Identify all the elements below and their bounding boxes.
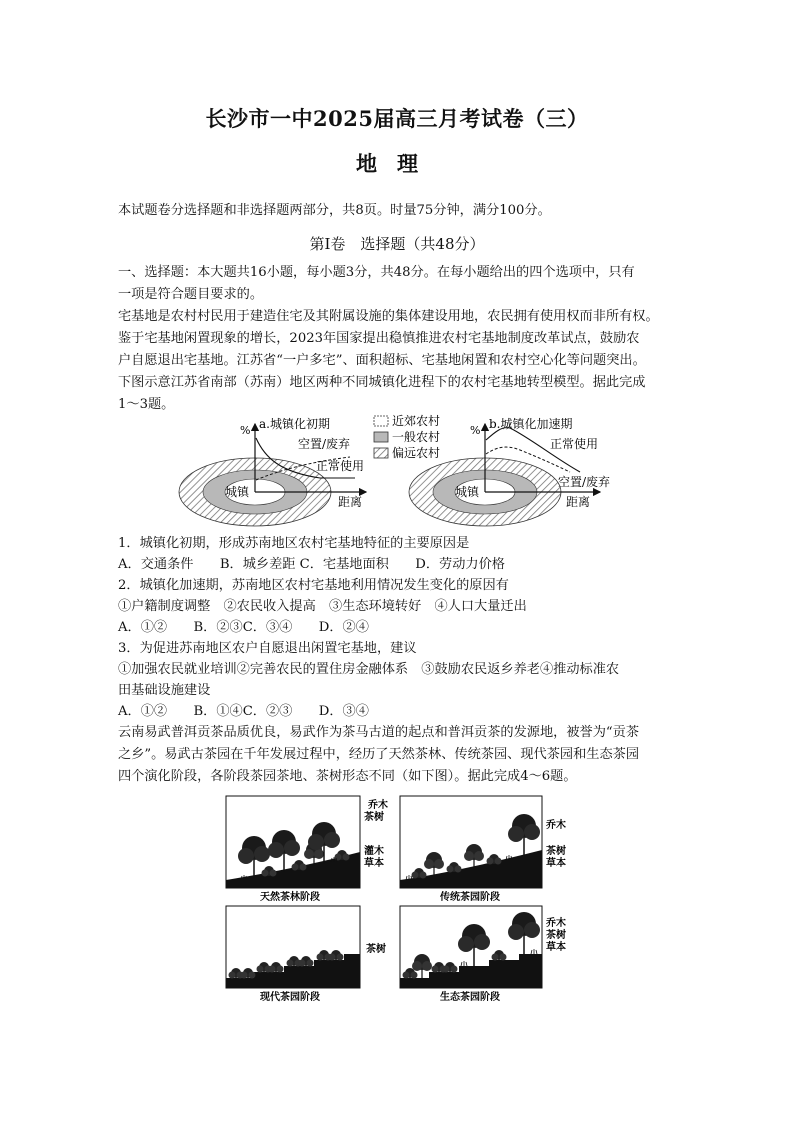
panel-natural-label: 乔木 (368, 800, 388, 811)
passage1-line: 户自愿退出宅基地。江苏省“一户多宅”、面积超标、宅基地闲置和农村空心化等问题突出。 (118, 353, 646, 368)
panel-traditional-label: 草本 (546, 858, 566, 869)
passage2-line: 四个演化阶段，各阶段茶园茶地、茶树形态不同（如下图）。据此完成4～6题。 (118, 769, 577, 784)
exam-title: 长沙市一中2025届高三月考试卷（三） (205, 106, 589, 131)
panel-natural-label: 灌木 (364, 846, 384, 857)
exam-intro: 本试题卷分选择题和非选择题两部分，共8页。时量75分钟，满分100分。 (118, 203, 551, 218)
panel-modern-label: 茶树 (366, 944, 386, 955)
panel-a-center-label: 城镇 (225, 485, 250, 499)
panel-a-x-label: 距离 (338, 495, 363, 509)
instruction-line: 一、选择题：本大题共16小题，每小题3分，共48分。在每小题给出的四个选项中，只有 (118, 265, 635, 280)
instruction-line: 一项是符合题目要求的。 (118, 287, 264, 302)
panel-a-title: a.城镇化初期 (259, 417, 330, 431)
legend (374, 413, 440, 460)
q3-items: ①加强农民就业培训②完善农民的置住房金融体系 ③鼓励农民返乡养老④推动标准农 (118, 662, 620, 677)
figure-tea-garden-stages (224, 792, 584, 1004)
passage1-line: 宅基地是农村村民用于建造住宅及其附属设施的集体建设用地，农民拥有使用权而非所有权。 (118, 309, 659, 324)
legend-swatch-remote (374, 448, 388, 458)
panel-traditional-label: 茶树 (546, 846, 566, 857)
panel-b-vacant-label: 空置/废弃 (558, 475, 611, 489)
q1-options: A．交通条件 B．城乡差距 C．宅基地面积 D．劳动力价格 (118, 557, 505, 572)
panel-b-center-label: 城镇 (455, 485, 480, 499)
panel-natural-label: 草本 (364, 858, 384, 869)
legend-label-remote: 偏远农村 (392, 446, 441, 460)
subject-title: 地理 (356, 151, 438, 176)
passage2-line: 之乡”。易武古茶园在千年发展过程中，经历了天然茶林、传统茶园、现代茶园和生态茶园 (118, 747, 640, 762)
q2-items: ①户籍制度调整 ②农民收入提高 ③生态环境转好 ④人口大量迁出 (118, 599, 527, 614)
panel-ecological-label: 乔木 (546, 918, 566, 929)
panel-modern-caption: 现代茶园阶段 (260, 992, 320, 1003)
q1-stem: 1．城镇化初期，形成苏南地区农村宅基地特征的主要原因是 (118, 536, 470, 551)
passage1-line: 鉴于宅基地闲置现象的增长，2023年国家提出稳慎推进农村宅基地制度改革试点，鼓励农 (118, 331, 640, 346)
legend-swatch-general (374, 432, 388, 442)
q2-options: A．①② B．②③C．③④ D．②④ (118, 620, 369, 635)
panel-a-normal-label: 正常使用 (316, 459, 365, 473)
panel-a-y-label: % (240, 424, 251, 437)
passage1-line: 1～3题。 (118, 397, 175, 412)
section-title: 第Ⅰ卷 选择题（共48分） (309, 235, 485, 253)
q2-stem: 2．城镇化加速期，苏南地区农村宅基地利用情况发生变化的原因有 (118, 578, 509, 593)
panel-ecological-label: 草本 (546, 942, 566, 953)
q3-stem: 3．为促进苏南地区农户自愿退出闲置宅基地，建议 (118, 641, 417, 656)
legend-label-suburban: 近郊农村 (392, 414, 441, 428)
panel-ecological-caption: 生态茶园阶段 (440, 992, 500, 1003)
panel-natural-caption: 天然茶林阶段 (260, 892, 320, 903)
passage2-line: 云南易武普洱贡茶品质优良，易武作为茶马古道的起点和普洱贡茶的发源地，被誉为“贡茶 (118, 725, 640, 740)
panel-ecological-label: 茶树 (546, 930, 566, 941)
panel-b-x-label: 距离 (566, 495, 591, 509)
q3-options: A．①② B．①④C．②③ D．③④ (118, 704, 369, 719)
legend-label-general: 一般农村 (392, 430, 441, 444)
q3-items: 田基础设施建设 (118, 683, 211, 698)
figure-urbanization-models (170, 410, 640, 530)
panel-b-y-label: % (470, 424, 481, 437)
panel-natural-label: 茶树 (364, 812, 384, 823)
passage1-line: 下图示意江苏省南部（苏南）地区两种不同城镇化进程下的农村宅基地转型模型。据此完成 (118, 375, 646, 390)
panel-a-vacant-label: 空置/废弃 (298, 437, 351, 451)
panel-traditional-caption: 传统茶园阶段 (440, 892, 500, 903)
panel-traditional-label: 乔木 (546, 820, 566, 831)
panel-b-normal-label: 正常使用 (550, 437, 599, 451)
panel-b-title: b.城镇化加速期 (489, 417, 573, 431)
legend-swatch-suburban (374, 416, 388, 426)
